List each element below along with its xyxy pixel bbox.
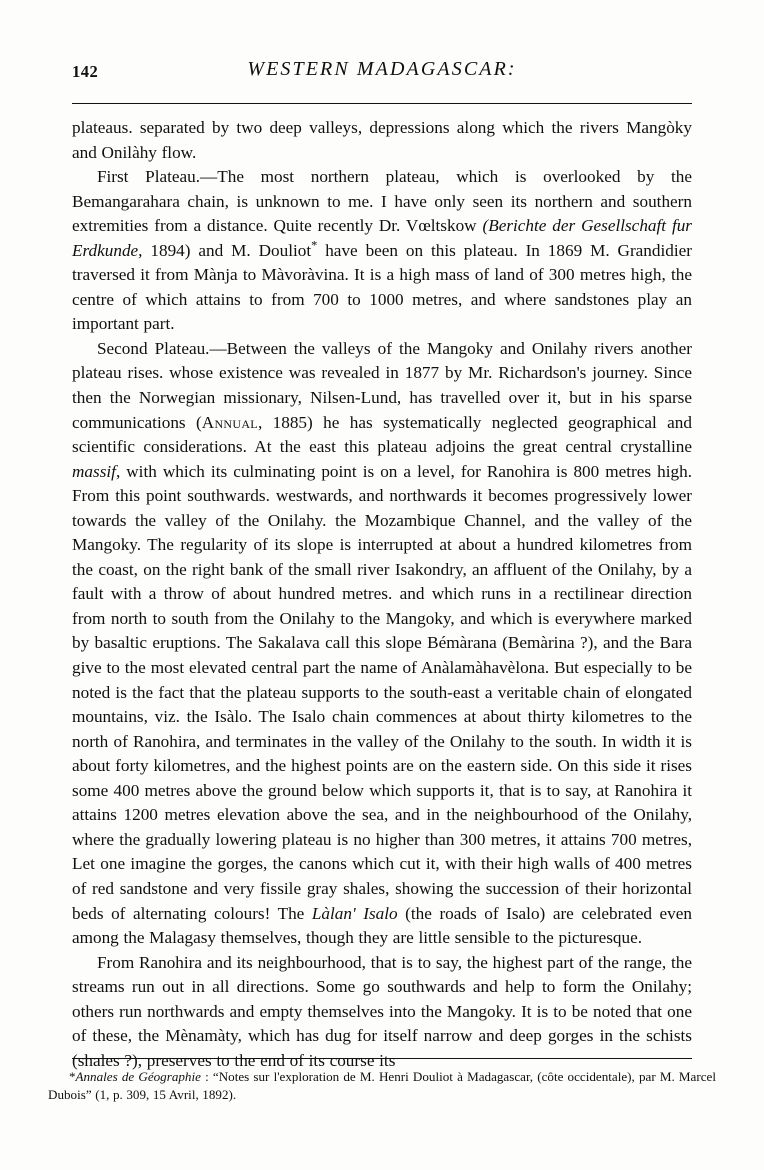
- citation-title: (Berichte der Gesellschaft fur Erdkunde,: [72, 216, 692, 260]
- paragraph-lead: First Plateau.—The most northern plateau, which is overlooked by the Bemangarahara chain, is unknown to me. I have only seen its northern and southern extremities from a distance. Quite recently Dr. Vœltskow: [72, 167, 692, 236]
- paragraph-plateaus: [72, 116, 692, 165]
- paragraph-segment-4: (the roads of Isalo) are celebrated even among the Malagasy themselves, though they are little sensible to the picturesque.: [72, 903, 692, 948]
- running-head: [72, 58, 692, 92]
- footnote-reference-marker: *: [311, 238, 318, 252]
- header-rule: [72, 103, 692, 104]
- paragraph-segment-3: , with which its culminating point is on a level, for Ranohira is 800 metres high. From this point southwards. westwards, and northwards it becomes progressively lower towards the valley of the Onilahy. the Mozambique Channel, and the valley of the Mangoky. The regularity of its slope is interrupted at about a hundred kilometres from the coast, on the right bank of the small river Isakondry, an affluent of the Onilahy, by a fault with a throw of about hundred metres. and which runs in a rectilinear direction from north to south from the Onilahy to the Mangoky, and which is everywhere marked by basaltic eruptions. The Sakalava call this slope Bémàrana (Bemàrina ?), and the Bara give to the most elevated central part the name of Anàlamàhavèlona. But especially to be noted is the fact that the plateau supports to the south-east a veritable chain of elongated mountains, viz. the Isàlo. The Isalo chain commences at about thirty kilometres to the north of Ranohira, and terminates in the valley of the Onilahy to the south. In width it is about forty kilometres, and the highest points are on the eastern side. On this side it rises some 400 metres above the ground below which supports it, that is to say, at Ranohira it attains 1200 metres elevation above the sea, and in the neighbourhood of the Onilahy, where the gradually lowering plateau is no higher than 300 metres, it attains 700 metres, Let one imagine the gorges, the canons which cut it, with their high walls of 400 metres of red sandstone and very fissile gray shales, showing the succession of their horizontal beds of alternating colours! The: [72, 461, 692, 923]
- body-text: [72, 116, 692, 1073]
- footnote: [48, 1068, 716, 1105]
- footnote-line: [48, 1068, 716, 1105]
- footnote-marker: *: [68, 1069, 76, 1084]
- paragraph-ranohira: [72, 951, 692, 1074]
- page-number: 142: [72, 62, 99, 81]
- italic-massif: massif: [72, 461, 116, 481]
- paragraph-segment-1: Second Plateau.—Between the valleys of the Mangoky and Onilahy rivers another plateau rises. whose existence was revealed in 1877 by Mr. Richardson's journey. Since then the Norwegian missionary, Nilsen-Lund, has travelled over it, but in his sparse communications (: [72, 338, 692, 432]
- citation-year: 1894) and M. Douliot: [142, 240, 312, 260]
- paragraph-tail: have been on this plateau. In 1869 M. Grandidier traversed it from Mànja to Màvoràvina. It is a high mass of land of 300 metres high, the centre of which attains to from 700 to 1000 metres, and where sandstones play an important part.: [72, 240, 692, 334]
- smallcaps-annual: Annual: [201, 412, 258, 432]
- paragraph-text: From Ranohira and its neighbourhood, that is to say, the highest part of the range, the streams run out in all directions. Some go southwards and help to form the Onilahy; others run northwards and empty themselves into the Mangoky. It is to be noted that one of these, the Mènamàty, which has dug for itself narrow and deep gorges in the schists (shales ?), preserves to the end of its course its: [72, 952, 692, 1070]
- page-title: WESTERN MADAGASCAR:: [247, 58, 517, 80]
- paragraph-text: plateaus. separated by two deep valleys, depressions along which the rivers Mangòky and Onilàhy flow.: [72, 118, 692, 162]
- footnote-rule: [72, 1058, 692, 1059]
- paragraph-segment-2: , 1885) he has systematically neglected geographical and scientific considerations. At the east this plateau adjoins the great central crystalline: [72, 412, 692, 457]
- paragraph-first-plateau: [72, 165, 692, 337]
- footnote-source-title: Annales de Géographie: [75, 1069, 201, 1084]
- footnote-text: : “Notes sur l'exploration de M. Henri Douliot à Madagascar, (côte occidentale), par M. Marcel Dubois” (1, p. 309, 15 Avril, 1892).: [48, 1069, 716, 1103]
- paragraph-second-plateau: [72, 337, 692, 951]
- italic-lalan-isalo: Làlan' Isalo: [311, 903, 398, 923]
